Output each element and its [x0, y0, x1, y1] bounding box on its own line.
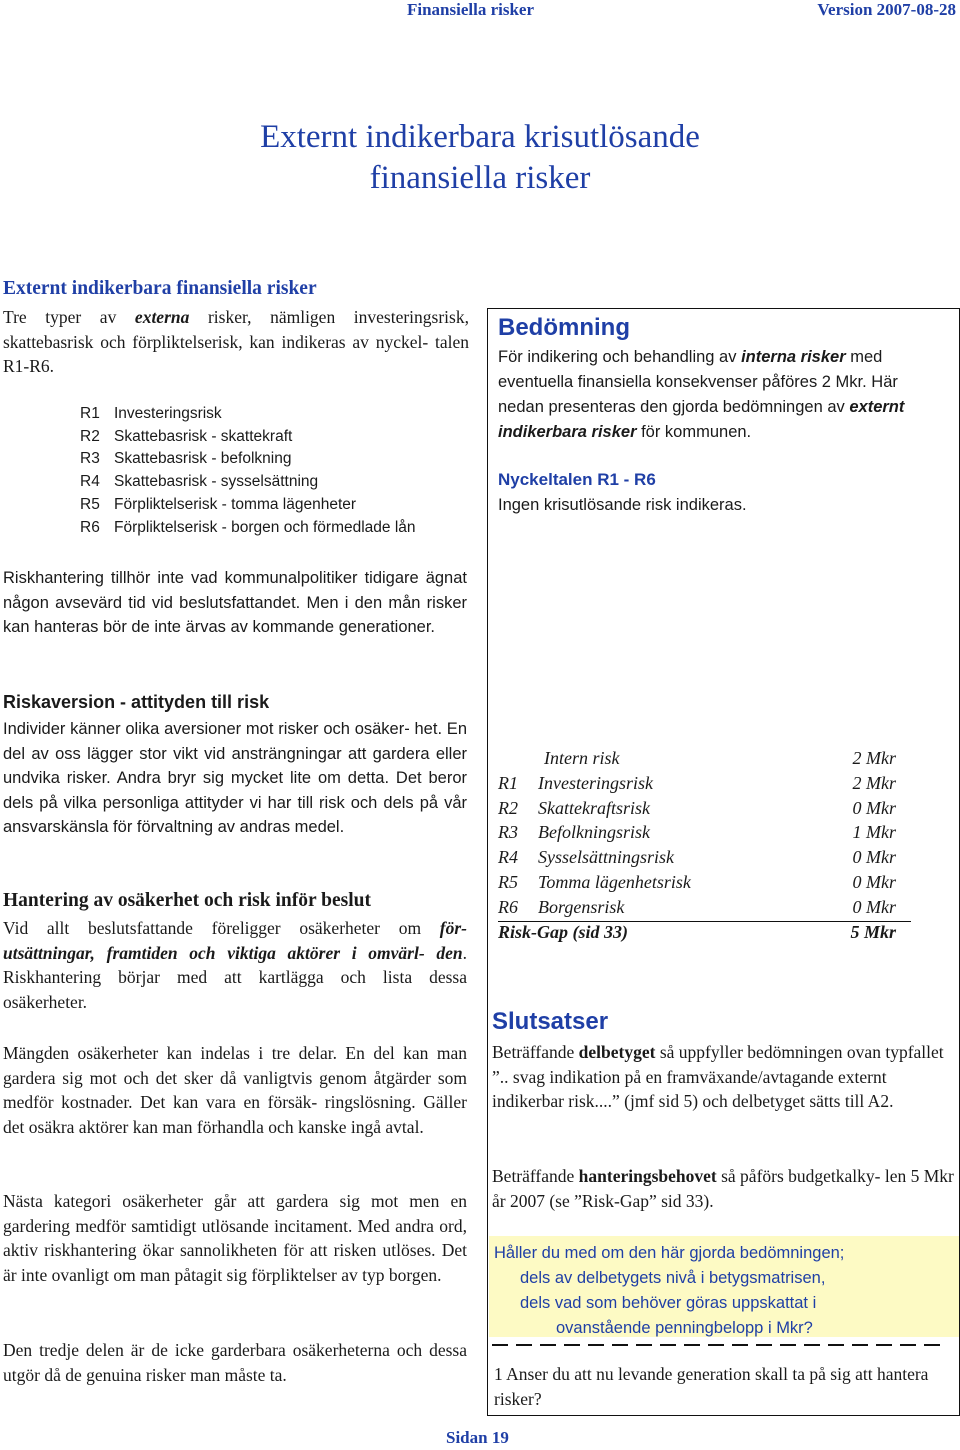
risk-table-row: R4 Sysselsättningsrisk 0 Mkr [498, 847, 896, 868]
conclusions-grade-text: Beträffande delbetyget så uppfyller bedömningen ovan typfallet ”.. svag indikation på en framväxande/avtagande externt indikerbar risk....” (jmf sid 5) och delbetyget sätts till A2. [492, 1042, 944, 1112]
dash-segment [516, 1344, 532, 1346]
dash-segment [540, 1344, 556, 1346]
dash-segment [828, 1344, 844, 1346]
conclusions-budget-text: Beträffande hanteringsbehovet så påförs budgetkalky- len 5 Mkr år 2007 (se ”Risk-Gap” sid 33). [492, 1166, 954, 1211]
dash-segment [588, 1344, 604, 1346]
dash-segment [684, 1344, 700, 1346]
page-number: Sidan 19 [446, 1428, 509, 1447]
section-external-risks-text: Tre typer av externa risker, nämligen investeringsrisk, skattebasrisk och förpliktelserisk, kan indikeras av nyckel- talen R1-R6. [3, 307, 469, 377]
dash-segment [780, 1344, 796, 1346]
key-ratio-list [80, 403, 416, 539]
header-title: Finansiella risker [407, 0, 535, 19]
risk-table-row: R1 Investeringsrisk 2 Mkr [498, 772, 896, 793]
dash-segment [900, 1344, 916, 1346]
key-ratio-item: R5 Förpliktelserisk - tomma lägenheter [80, 495, 357, 513]
key-ratios-result: Ingen krisutlösande risk indikeras. [498, 496, 747, 514]
risk-table-row: R3 Befolkningsrisk 1 Mkr [498, 822, 896, 843]
uncertainty-text: Vid allt beslutsfattande föreligger osäkerheter om för- utsättningar, framtiden och viktiga aktörer i omvärl- den. Riskhantering börjar med att kartlägga och lista dessa osäkerheter. [3, 918, 467, 1012]
dash-segment [636, 1344, 652, 1346]
risk-table-row: R5 Tomma lägenhetsrisk 0 Mkr [498, 872, 896, 892]
risk-table-row: R6 Borgensrisk 0 Mkr [498, 896, 896, 917]
dash-segment [708, 1344, 724, 1346]
uncertainty-categories-paragraph: Mängden osäkerheter kan indelas i tre delar. En del kan man gardera sig mot och det sker då vanligtvis genom åtgärder som medför kostnader. Det kan vara en försäk- ringslösning. Gäller det osäkra aktörer kan man förhandla och kanske ingå avtal. [3, 1043, 467, 1137]
risk-table-header: Intern risk 2 Mkr [544, 748, 896, 768]
dash-segment [612, 1344, 628, 1346]
risk-aversion-text: Individer känner olika aversioner mot risker och osäker- het. En del av oss lägger stor vikt vid ansträngningar att gardera eller undvika risker. Andra bryr sig mycket lite om detta. Det beror dels på vilka personliga attityder vi har till risk och dels på vår ansvarskänsla för förvaltning av andras medel. [3, 720, 467, 837]
footnote: 1 Anser du att nu levande generation skall ta på sig att hantera risker? [494, 1364, 929, 1409]
page-title-line2: finansiella risker [369, 160, 591, 196]
key-ratios-heading: Nyckeltalen R1 - R6 [498, 470, 656, 489]
uncertainty-heading: Hantering av osäkerhet och risk inför beslut [3, 890, 371, 911]
dash-segment [804, 1344, 820, 1346]
question-dashed-line [492, 1333, 950, 1337]
risk-table [498, 748, 918, 948]
dash-segment [492, 1344, 508, 1346]
dash-segment [564, 1344, 580, 1346]
risk-table-row: R2 Skattekraftsrisk 0 Mkr [498, 797, 896, 818]
third-category-paragraph: Den tredje delen är de icke garderbara osäkerheterna och dessa utgör då de genuina risker man måste ta. [3, 1340, 467, 1385]
key-ratio-item: R2 Skattebasrisk - skattekraft [80, 427, 293, 445]
conclusions-heading: Slutsatser [492, 1008, 609, 1035]
risk-aversion-heading: Riskaversion - attityden till risk [3, 692, 270, 712]
dash-segment [660, 1344, 676, 1346]
question-text: Håller du med om den här gjorda bedömningen; dels av delbetygets nivå i betygsmatrisen, dels vad som behöver göras uppskattat i ovanstående penningbelopp i Mkr? [494, 1244, 845, 1337]
assessment-text: För indikering och behandling av interna risker med eventuella finansiella konsekvenser påföres 2 Mkr. Här nedan presenteras den gjorda bedömningen av externt indikerbara risker för kommunen. [498, 348, 905, 441]
dash-segment [732, 1344, 748, 1346]
section-external-risks-heading: Externt indikerbara finansiella risker [3, 278, 317, 299]
dash-segment [756, 1344, 772, 1346]
assessment-heading: Bedömning [498, 314, 630, 341]
dash-segment [852, 1344, 868, 1346]
key-ratio-item: R4 Skattebasrisk - sysselsättning [80, 473, 319, 491]
dash-segment [924, 1344, 940, 1346]
dash-segment [876, 1344, 892, 1346]
key-ratio-item: R1 Investeringsrisk [80, 405, 222, 422]
second-category-paragraph: Nästa kategori osäkerheter går att gardera sig mot men en gardering medför samtidigt utlösande incitament. Med andra ord, aktiv riskhantering ökar sannolikheten för att risken utlöses. Det är inte ovanligt om man påtagit sig förpliktelser av typ borgen. [3, 1191, 467, 1285]
risk-management-paragraph: Riskhantering tillhör inte vad kommunalpolitiker tidigare ägnat någon avsevärd tid vid beslutsfattandet. Men i den mån risker kan hanteras bör de inte ärvas av kommande generationer. [3, 569, 467, 637]
key-ratio-item: R6 Förpliktelserisk - borgen och förmedlade lån [80, 518, 416, 536]
page-title-line1: Externt indikerbara krisutlösande [260, 119, 700, 155]
key-ratio-item: R3 Skattebasrisk - befolkning [80, 450, 292, 468]
risk-table-total: Risk-Gap (sid 33) 5 Mkr [498, 922, 896, 942]
header-version: Version 2007-08-28 [817, 0, 956, 19]
